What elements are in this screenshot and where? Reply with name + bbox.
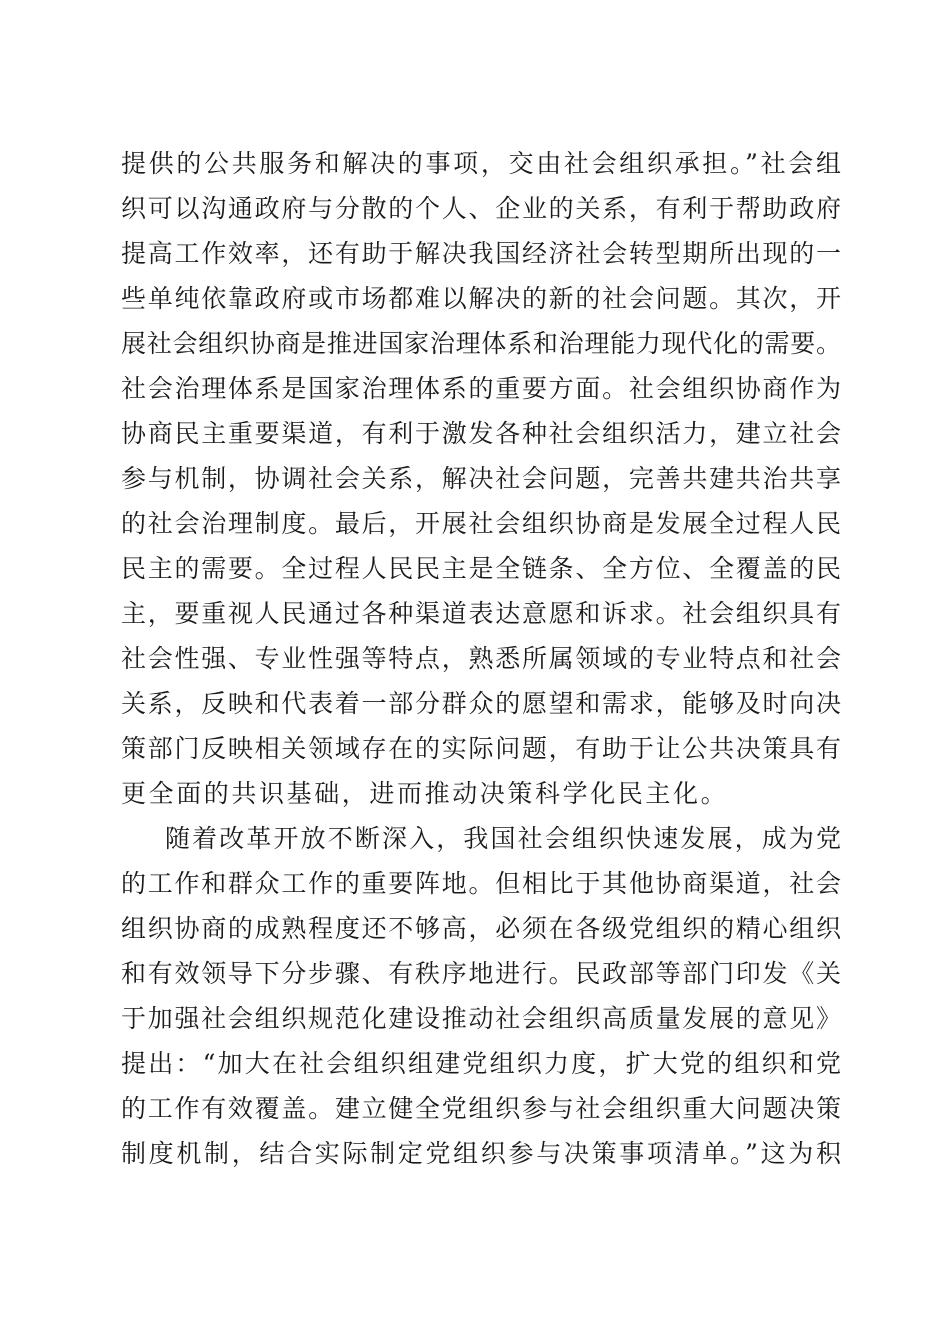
text-line: 民主的需要。全过程人民民主是全链条、全方位、全覆盖的民 — [121, 554, 841, 583]
text-line: 随着改革开放不断深入，我国社会组织快速发展，成为党 — [165, 824, 841, 853]
text-line: 织可以沟通政府与分散的个人、企业的关系，有利于帮助政府 — [121, 194, 841, 223]
text-line: 的工作和群众工作的重要阵地。但相比于其他协商渠道，社会 — [121, 869, 841, 898]
text-line: 组织协商的成熟程度还不够高，必须在各级党组织的精心组织 — [121, 914, 841, 943]
text-line: 策部门反映相关领域存在的实际问题，有助于让公共决策具有 — [121, 734, 841, 763]
text-line: 社会治理体系是国家治理体系的重要方面。社会组织协商作为 — [121, 374, 841, 403]
text-line: 提供的公共服务和解决的事项，交由社会组织承担。”社会组 — [121, 149, 841, 178]
text-line: 主，要重视人民通过各种渠道表达意愿和诉求。社会组织具有 — [121, 599, 841, 628]
text-line: 关系，反映和代表着一部分群众的愿望和需求，能够及时向决 — [121, 689, 841, 718]
text-line: 参与机制，协调社会关系，解决社会问题，完善共建共治共享 — [121, 464, 841, 493]
body-text — [121, 141, 841, 1176]
text-line: 的工作有效覆盖。建立健全党组织参与社会组织重大问题决策 — [121, 1094, 841, 1123]
text-line: 协商民主重要渠道，有利于激发各种社会组织活力，建立社会 — [121, 419, 841, 448]
text-line: 更全面的共识基础，进而推动决策科学化民主化。 — [121, 779, 729, 808]
paragraph-2 — [121, 816, 841, 1176]
text-line: 提出：“加大在社会组织组建党组织力度，扩大党的组织和党 — [121, 1049, 841, 1078]
text-line: 制度机制，结合实际制定党组织参与决策事项清单。”这为积 — [121, 1139, 841, 1168]
text-line: 社会性强、专业性强等特点，熟悉所属领域的专业特点和社会 — [121, 644, 841, 673]
text-line: 和有效领导下分步骤、有秩序地进行。民政部等部门印发《关 — [121, 959, 841, 988]
text-line: 些单纯依靠政府或市场都难以解决的新的社会问题。其次，开 — [121, 284, 841, 313]
text-line: 的社会治理制度。最后，开展社会组织协商是发展全过程人民 — [121, 509, 841, 538]
paragraph-1 — [121, 141, 841, 816]
text-line: 展社会组织协商是推进国家治理体系和治理能力现代化的需要。 — [121, 329, 841, 358]
text-line: 提高工作效率，还有助于解决我国经济社会转型期所出现的一 — [121, 239, 841, 268]
text-line: 于加强社会组织规范化建设推动社会组织高质量发展的意见》 — [121, 1004, 841, 1033]
